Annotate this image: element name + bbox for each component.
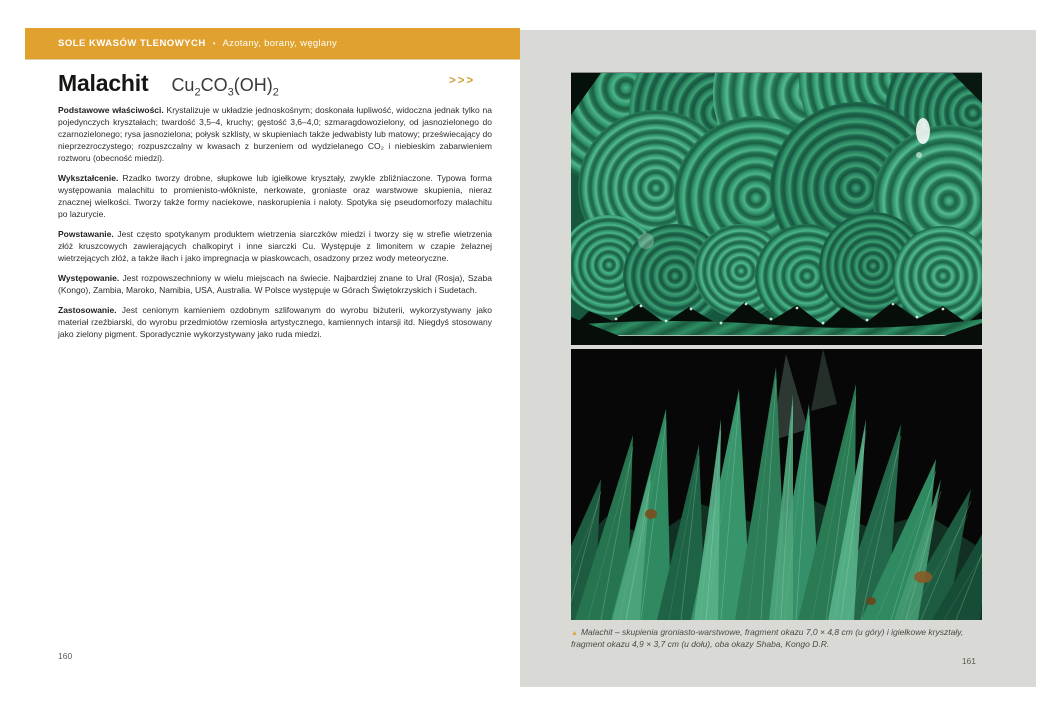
paragraph-text: Jest często spotykanym produktem wietrzenia siarczków miedzi i tworzy się w strefie wietrzenia złóż kruszcowych zawierających chalkopiryt i inne siarczki Cu. Występuje z limonitem w czapie żelaznej wietrzejących złóż, a także iłach i jako impregnacja w piaskowcach, osadzony przez wody meteoryczne. bbox=[58, 229, 492, 263]
chapter-header-band bbox=[25, 28, 520, 59]
paragraph-lead: Zastosowanie. bbox=[58, 305, 117, 315]
paragraph bbox=[58, 228, 492, 264]
formula-subscript: 2 bbox=[194, 86, 201, 99]
formula-subscript: 3 bbox=[227, 86, 234, 99]
chapter-subcategory-label: Azotany, borany, węglany bbox=[222, 38, 338, 49]
body-text bbox=[58, 104, 492, 348]
paragraph bbox=[58, 172, 492, 220]
chemical-formula bbox=[171, 75, 278, 99]
title-row bbox=[58, 70, 492, 99]
paragraph bbox=[58, 104, 492, 164]
photo-caption bbox=[571, 627, 975, 650]
paragraph-text: Rzadko tworzy drobne, słupkowe lub igiełkowe kryształy, zwykle zbliźniaczone. Typowa forma występowania malachitu to promienisto-włókniste, nerkowate, groniaste oraz warstwowe skupienia, nieraz znacznej wielkości. Tworzy także formy naciekowe, naskorupienia i naloty. Spotyka się pseudomorfozy malachitu po lazurycie. bbox=[58, 173, 492, 219]
malachite-banded-photo bbox=[571, 72, 982, 345]
formula-part: (OH) bbox=[233, 75, 273, 95]
paragraph-lead: Występowanie. bbox=[58, 273, 120, 283]
paragraph-text: Jest rozpowszechniony w wielu miejscach na świecie. Najbardziej znane to Ural (Rosja), Szaba (Kongo), Zambia, Maroko, Namibia, USA, Australia. W Polsce występuje w Górach Świętokrzyskich i Sudetach. bbox=[58, 273, 492, 295]
malachite-crystals-photo bbox=[571, 349, 982, 620]
page-number-left: 160 bbox=[58, 651, 73, 661]
right-page bbox=[520, 30, 1036, 687]
paragraph-lead: Powstawanie. bbox=[58, 229, 114, 239]
caption-triangle-icon: ▲ bbox=[571, 630, 578, 637]
paragraph-lead: Wykształcenie. bbox=[58, 173, 119, 183]
formula-subscript: 2 bbox=[272, 86, 279, 99]
page-number-right: 161 bbox=[961, 656, 976, 666]
paragraph-text: Jest cenionym kamieniem ozdobnym szlifowanym do wyrobu biżuterii, wykorzystywany jako materiał rzeźbiarski, do wyrobu przedmiotów rzemiosła artystycznego, kamiennych intarsji itd. Niegdyś stosowany jako zielony pigment. Sporadycznie wykorzystywany jako ruda miedzi. bbox=[58, 305, 492, 339]
paragraph bbox=[58, 304, 492, 340]
caption-text: Malachit – skupienia groniasto-warstwowe, fragment okazu 7,0 × 4,8 cm (u góry) i igiełkowe kryształy, fragment okazu 4,9 × 3,7 cm (u dołu), oba okazy Shaba, Kongo D.R. bbox=[571, 627, 964, 649]
paragraph bbox=[58, 272, 492, 296]
formula-part: Cu bbox=[171, 75, 195, 95]
page-title: Malachit bbox=[58, 70, 149, 96]
paragraph-text: Krystalizuje w układzie jednoskośnym; doskonała łupliwość, widoczna jednak tylko na pojedynczych kryształach; twardość 3,5–4, kruchy; gęstość 3,6–4,0; szmaragdowozielony, od jasnozielonego do czarnozielonego; rysa jasnozielona; połysk szklisty, w skupieniach także jedwabisty lub matowy; przeświecający do nieprzezroczystego; rozpuszczalny w kwasach z burzeniem od wydzielanego CO₂ i niebieskim zabarwieniem roztworu (obecność miedzi). bbox=[58, 105, 493, 163]
chapter-category-label: SOLE KWASÓW TLENOWYCH bbox=[58, 38, 206, 49]
paragraph-lead: Podstawowe właściwości. bbox=[58, 105, 164, 115]
separator-dot-icon: • bbox=[212, 39, 216, 48]
formula-part: CO bbox=[200, 75, 228, 95]
continuation-arrows-icon: >>> bbox=[449, 75, 476, 87]
